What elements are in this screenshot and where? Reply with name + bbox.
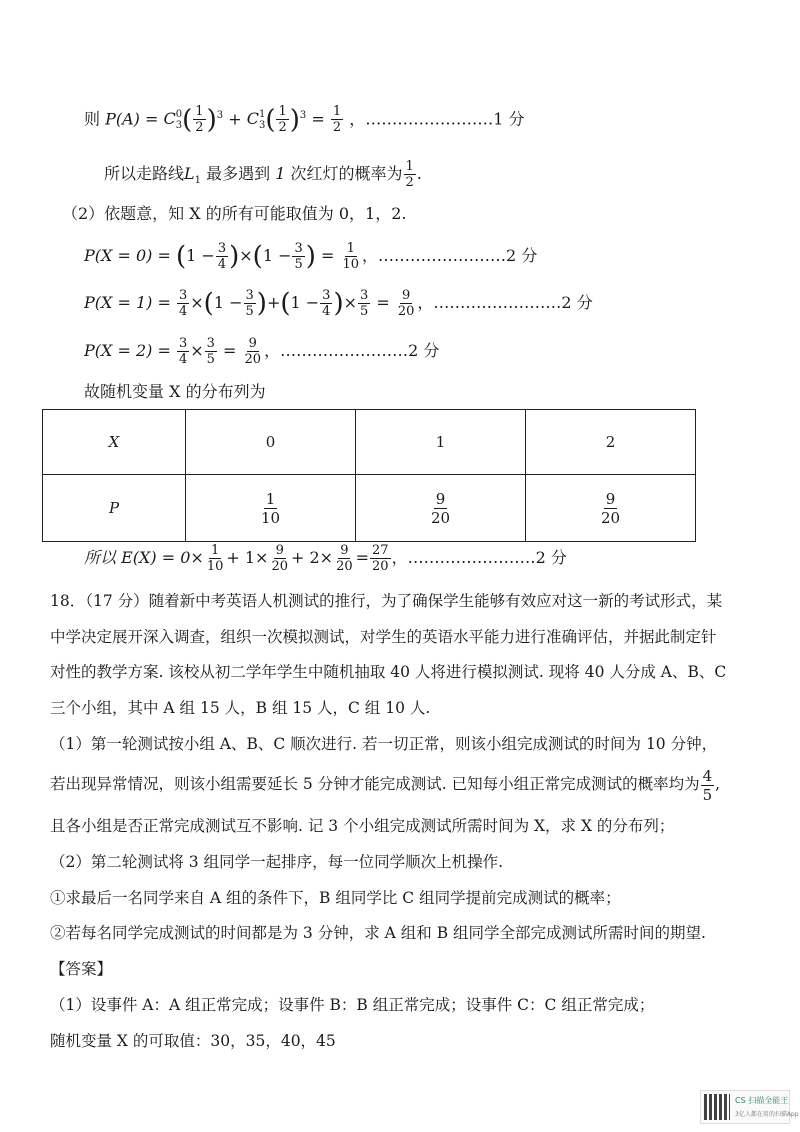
frac-conclusion: $\frac{1}{2}$ <box>405 159 414 190</box>
p1-equation: P(X = 1) = $\frac{3}{4}$ ×(1 − $\frac{3}{5}$ )+(1 − $\frac{3}{4}$ )× $\frac{3}{5}$ = $\frac{9}{20}$ ，……………………2 分 <box>84 288 593 319</box>
table-header-cell: 0 <box>186 410 356 475</box>
pow-1: 3 <box>216 110 224 121</box>
q18-line-8: （2）第二轮测试将 3 组同学一起排序，每一位同学顺次上机操作. <box>50 853 504 871</box>
part2-intro: （2）依题意，知 X 的所有可能取值为 0，1，2. <box>62 204 407 223</box>
q18-line-9: ①求最后一名同学来自 A 组的条件下，B 组同学比 C 组同学提前完成测试的概率； <box>50 889 621 907</box>
pa-equation: 则 P(A) = C 0 3 ( $\frac{1}{2}$ )$^3$ + C 1 3 ( $\frac{1}{2}$ )$^3$ = $\frac{1}{2}$ ，……………………1 分 <box>84 104 525 136</box>
q18-line-2: 中学决定展开深入调查，组织一次模拟测试，对学生的英语水平能力进行准确评估，并据此制定针 <box>50 628 717 646</box>
table-cell: $\frac{9}{20}$ <box>356 475 526 542</box>
equals-sign: = <box>311 109 325 129</box>
expectation-line: 所以 E(X) = 0× $\frac{1}{10}$ + 1× $\frac{9}{20}$ + 2× $\frac{9}{20}$ = $\frac{27}{20}$ ，……………………2 分 <box>84 543 567 574</box>
watermark-brand: CS 扫描全能王 <box>735 1096 789 1105</box>
q18-line-5: （1）第一轮测试按小组 A、B、C 顺次进行. 若一切正常，则该小组完成测试的时间为 10 分钟， <box>50 735 718 753</box>
table-row <box>43 475 696 542</box>
q18-line-1: 18．（17 分）随着新中考英语人机测试的推行，为了确保学生能够有效应对这一新的考试形式，某 <box>50 592 723 610</box>
frac-result: $\frac{1}{2}$ <box>332 104 342 136</box>
p0-equation: P(X = 0) = (1 − $\frac{3}{4}$ )×(1 − $\frac{3}{5}$ ) = $\frac{1}{10}$ ，……………………2 分 <box>84 241 538 272</box>
dist-label: 故随机变量 X 的分布列为 <box>84 382 266 401</box>
qr-code-icon <box>704 1094 730 1120</box>
score-1: ，……………………1 分 <box>349 109 525 129</box>
route-L: L <box>184 164 195 183</box>
comb-2: C 1 3 <box>246 108 266 131</box>
q18-line-6: 若出现异常情况，则该小组需要延长 5 分钟才能完成测试. 已知每小组正常完成测试的概率均为 $\frac{4}{5}$ , <box>50 766 721 804</box>
frac-half-1: $\frac{1}{2}$ <box>195 104 204 136</box>
frac-half-2: $\frac{1}{2}$ <box>278 104 287 136</box>
answer-label: 【答案】 <box>50 960 113 978</box>
frac-four-fifths: $\frac{4}{5}$ <box>702 766 713 804</box>
pow-2: 3 <box>299 110 307 121</box>
table-cell: $\frac{9}{20}$ <box>526 475 696 542</box>
p2-equation: P(X = 2) = $\frac{3}{4}$ × $\frac{3}{5}$ = $\frac{9}{20}$ ，……………………2 分 <box>84 336 440 367</box>
watermark-tagline: 3亿人都在用的扫描App <box>735 1111 799 1118</box>
plus-sign: + <box>228 109 242 129</box>
q18-line-7: 且各小组是否正常完成测试互不影响. 记 3 个小组完成测试所需时间为 X，求 X 的分布列； <box>50 817 675 835</box>
q18-line-3: 对性的教学方案. 该校从初二学年学生中随机抽取 40 人将进行模拟测试. 现将 40 人分成 A、B、C <box>50 663 727 681</box>
table-header-cell: X <box>43 410 186 475</box>
distribution-table <box>42 409 696 542</box>
pa-lhs: P(A) = <box>105 109 164 129</box>
scanner-watermark <box>700 1090 799 1124</box>
table-row-label: P <box>43 475 186 542</box>
comb-1: C 0 3 <box>163 108 183 131</box>
q18-line-4: 三个小组，其中 A 组 15 人，B 组 15 人，C 组 10 人. <box>50 699 431 717</box>
answer-line-1: （1）设事件 A：A 组正常完成；设事件 B：B 组正常完成；设事件 C：C 组正常完成； <box>50 996 655 1014</box>
pa-prefix: 则 <box>84 109 101 129</box>
q18-line-10: ②若每名同学完成测试的时间都是为 3 分钟，求 A 组和 B 组同学全部完成测试所需时间的期望. <box>50 924 706 942</box>
table-cell: $\frac{1}{10}$ <box>186 475 356 542</box>
answer-line-2: 随机变量 X 的可取值：30，35，40，45 <box>50 1032 336 1050</box>
table-row <box>43 410 696 475</box>
table-header-cell: 2 <box>526 410 696 475</box>
conclusion-line: 所以走路线$L_1$ 最多遇到 1 次红灯的概率为 $\frac{1}{2}$ . <box>104 159 422 190</box>
table-header-cell: 1 <box>356 410 526 475</box>
